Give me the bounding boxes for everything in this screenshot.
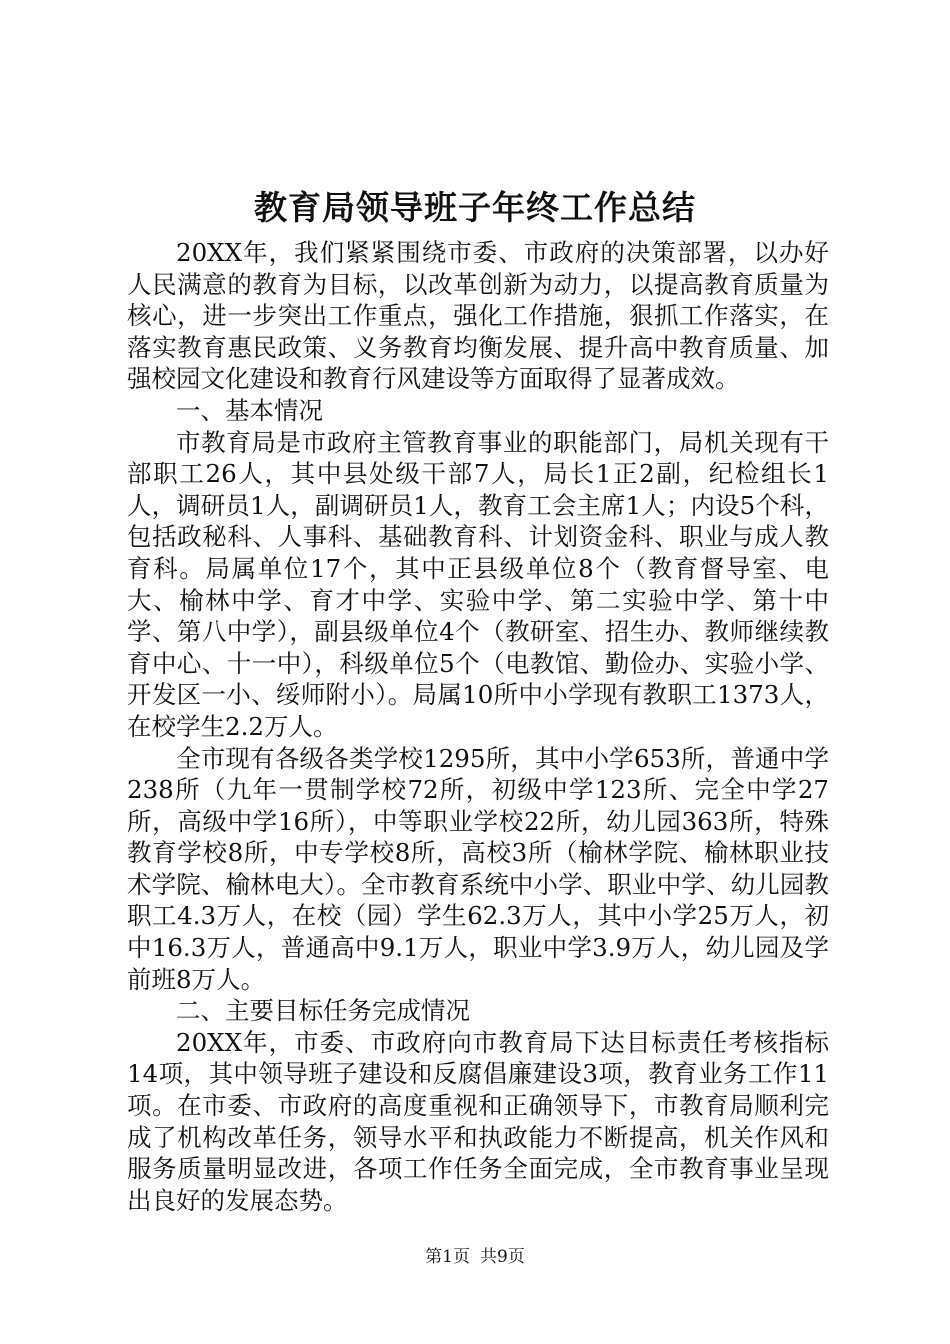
section-heading-basic-situation: 一、基本情况 <box>176 395 323 425</box>
page-total: 共9页 <box>480 1247 525 1267</box>
page-footer <box>0 1246 950 1268</box>
section-heading-main-targets: 二、主要目标任务完成情况 <box>176 996 470 1026</box>
basic-situation-paragraph: 市教育局是市政府主管教育事业的职能部门，局机关现有干部职工26人，其中县处级干部7人，局长1正2副，纪检组长1人，调研员1人，副调研员1人，教育工会主席1人；内设5个科，包括政秘科、人事科、基础教育科、计划资金科、职业与成人教育科。局属单位17个，其中正县级单位8个（教育督导室、电大、榆林中学、育才中学、实验中学、第二实验中学、第十中学、第八中学），副县级单位4个（教研室、招生办、教师继续教育中心、十一中），科级单位5个（电教馆、勤俭办、实验小学、开发区一小、绥师附小）。局属10所中小学现有教职工1373人，在校学生2.2万人。 <box>127 427 829 741</box>
document-title: 教育局领导班子年终工作总结 <box>254 188 696 227</box>
intro-paragraph: 20XX年，我们紧紧围绕市委、市政府的决策部署，以办好人民满意的教育为目标，以改革创新为动力，以提高教育质量为核心，进一步突出工作重点，强化工作措施，狠抓工作落实，在落实教育惠民政策、义务教育均衡发展、提升高中教育质量、加强校园文化建设和教育行风建设等方面取得了显著成效。 <box>127 238 829 394</box>
document-body <box>127 237 829 1216</box>
page-number: 第1页 <box>425 1247 470 1267</box>
school-statistics-paragraph: 全市现有各级各类学校1295所，其中小学653所，普通中学238所（九年一贯制学校72所，初级中学123所、完全中学27所，高级中学16所），中等职业学校22所，幼儿园363所，特殊教育学校8所，中专学校8所，高校3所（榆林学院、榆林职业技术学院、榆林电大）。全市教育系统中小学、职业中学、幼儿园教职工4.3万人，在校（园）学生62.3万人，其中小学25万人，初中16.3万人，普通高中9.1万人，职业中学3.9万人，幼儿园及学前班8万人。 <box>127 743 829 994</box>
main-targets-paragraph: 20XX年，市委、市政府向市教育局下达目标责任考核指标14项，其中领导班子建设和反腐倡廉建设3项，教育业务工作11项。在市委、市政府的高度重视和正确领导下，市教育局顺利完成了机构改革任务，领导水平和执政能力不断提高，机关作风和服务质量明显改进，各项工作任务全面完成，全市教育事业呈现出良好的发展态势。 <box>127 1027 829 1215</box>
